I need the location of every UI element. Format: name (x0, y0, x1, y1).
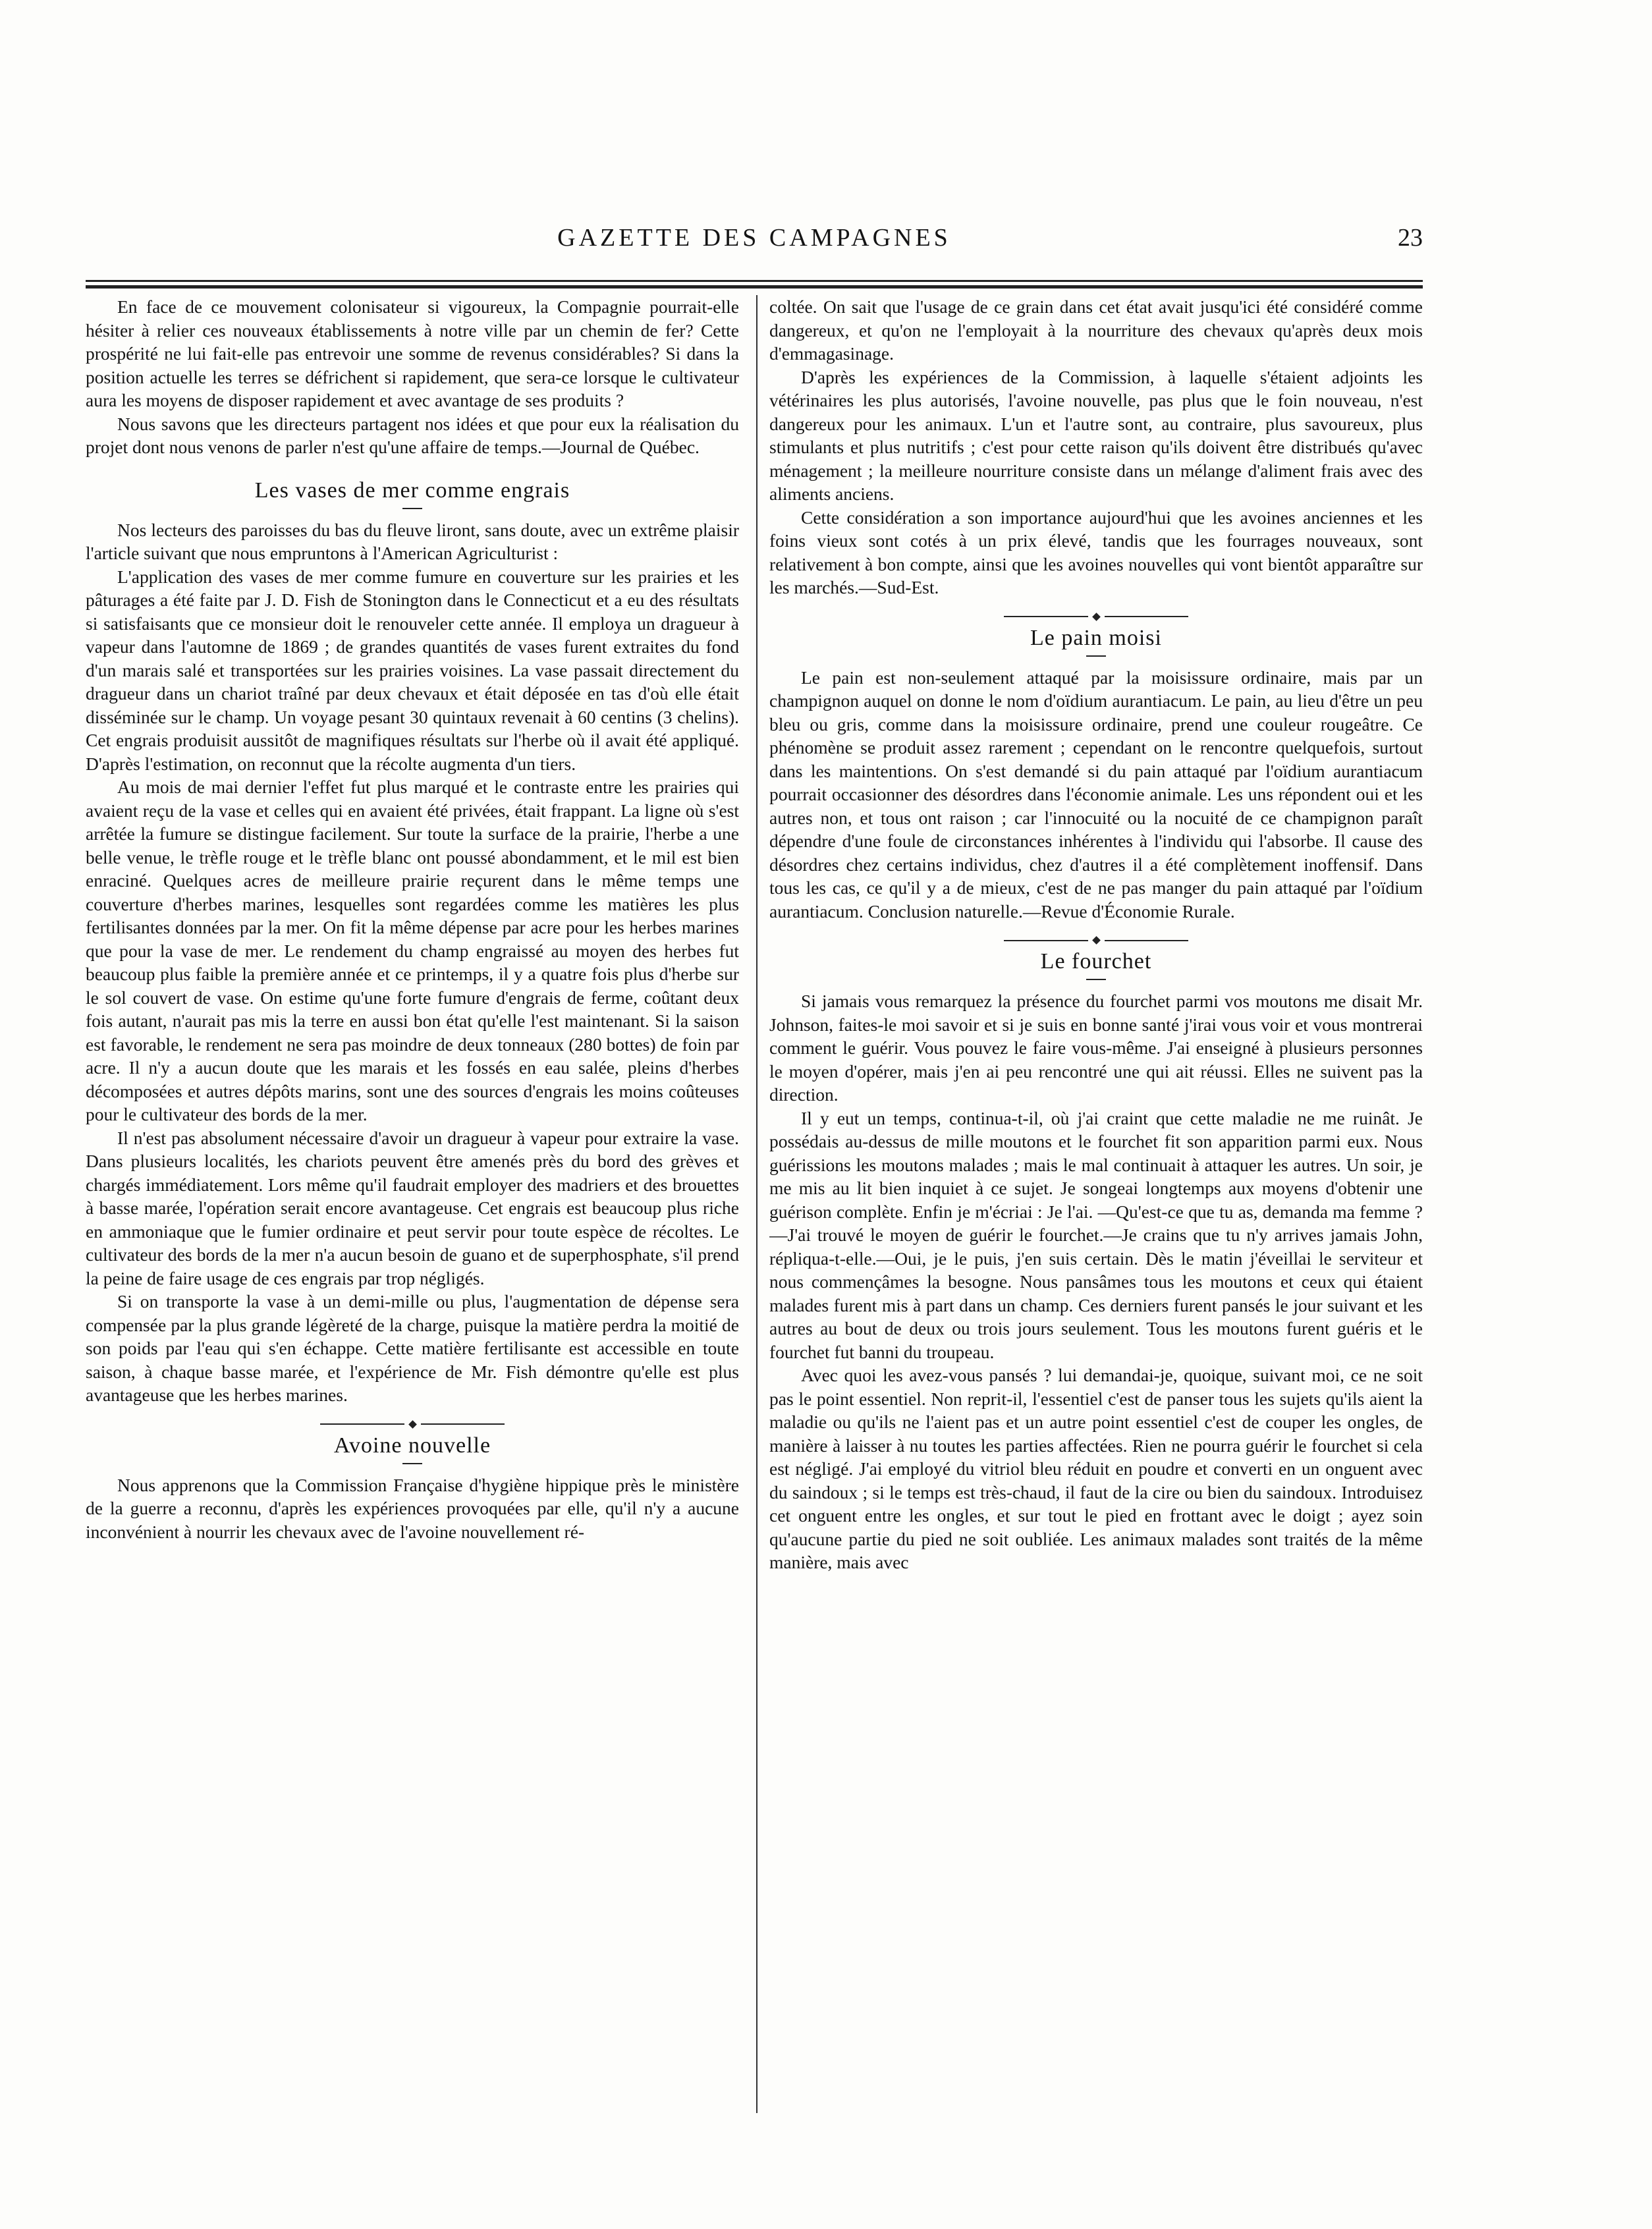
page-header (86, 221, 1423, 260)
paragraph: Il n'est pas absolument nécessaire d'avoir un dragueur à vapeur pour extraire la vase. Dans plusieurs localités, les chariots peuvent être amenés près du bord des grèves et chargés immédiatement. Lors même qu'il faudrait employer des madriers et des brouettes à basse marée, l'opération serait encore avantageuse. Cet engrais est beaucoup plus riche en ammoniaque que le fumier ordinaire et peut servir pour toute espèce de récoltes. Le cultivateur des bords de la mer n'a aucun besoin de guano et de superphosphate, s'il prend la peine de faire usage de ces engrais par trop négligés. (86, 1127, 739, 1288)
paragraph: L'application des vases de mer comme fumure en couverture sur les prairies et les pâturages a été faite par J. D. Fish de Stonington dans le Connecticut et a eu des résultats si satisfaisants que ce monsieur doit le renouveler cette année. Il employa un dragueur à vapeur dans l'automne de 1869 ; de grandes quantités de vases furent extraites du fond d'un marais salé et transportées sur les prairies voisines. La vase passait directement du dragueur dans un chariot traîné par deux chevaux et était déposée en tas d'où elle était disséminée sur le champ. Un voyage pesant 30 quintaux revenait à 60 centins (3 chelins). Cet engrais produisit aussitôt de magnifiques résultats sur l'herbe où il avait été appliqué. D'après l'estimation, on reconnut que la récolte augmenta d'un tiers. (86, 566, 739, 774)
article-title: Le fourchet (1040, 949, 1152, 974)
article-title: Le pain moisi (1030, 625, 1162, 650)
paragraph: coltée. On sait que l'usage de ce grain dans cet état avait jusqu'ici été considéré comme dangereux, et qu'on ne l'employait à la nourriture des chevaux qu'après deux mois d'emmagasinage. (769, 296, 1423, 364)
paragraph: Avec quoi les avez-vous pansés ? lui demandai-je, quoique, suivant moi, ce ne soit pas le point essentiel. Non reprit-il, l'essentiel c'est de panser tous les sujets qu'ils aient la maladie ou qu'ils ne l'aient pas et un autre point essentiel c'est de couper les ongles, de manière à laisser à nu toutes les parties affectées. Rien ne pourra guérir le fourchet si cela est négligé. J'ai employé du vitriol bleu réduit en poudre et converti en un onguent avec du saindoux ; si le temps est très-chaud, il faut de la cire ou bien du saindoux. Introduisez cet onguent entre les ongles, et sur tout le pied en frottant avec le doigt ; ayez soin qu'aucune partie du pied ne soit oubliée. Les animaux malades sont traités de la même manière, mais avec (769, 1365, 1423, 1572)
paragraph: Si on transporte la vase à un demi-mille ou plus, l'augmentation de dépense sera compensée par la plus grande légèreté de la charge, puisque la matière perdra la moitié de son poids par l'eau qui s'en échappe. Cette matière fertilisante est accessible en toute saison, à chaque basse marée, et l'expérience de Mr. Fish démontre qu'elle est plus avantageuse que les herbes marines. (86, 1291, 739, 1405)
left-column (86, 295, 739, 2113)
title-dash (402, 1463, 422, 1464)
title-dash (1086, 979, 1106, 980)
section-ornament (320, 1421, 505, 1427)
header-rule-thin (86, 280, 1423, 282)
paragraph: Nous apprenons que la Commission Française d'hygiène hippique près le ministère de la guerre a reconnu, d'après les expériences provoquées par elle, qu'il n'y a aucune inconvénient à nourrir les chevaux avec de l'avoine nouvellement ré- (86, 1474, 739, 1542)
paragraph: Nous savons que les directeurs partagent nos idées et que pour eux la réalisation du projet dont nous venons de parler n'est qu'une affaire de temps.—Journal de Québec. (86, 413, 739, 457)
header-rule-thick (86, 285, 1423, 289)
title-dash (402, 508, 422, 509)
paragraph: Nos lecteurs des paroisses du bas du fleuve liront, sans doute, avec un extrême plaisir l'article suivant que nous empruntons à l'American Agriculturist : (86, 519, 739, 563)
article-title: Les vases de mer comme engrais (254, 478, 570, 503)
paragraph: Cette considération a son importance aujourd'hui que les avoines anciennes et les foins vieux sont cotés à un prix élevé, tandis que les fourrages nouveaux, sont relativement à bon compte, ainsi que les avoines nouvelles qui vont bientôt apparaître sur les marchés.—Sud-Est. (769, 507, 1423, 597)
article-title: Avoine nouvelle (333, 1433, 491, 1458)
section-ornament (1004, 937, 1188, 943)
paragraph: Il y eut un temps, continua-t-il, où j'ai craint que cette maladie ne me ruinât. Je possédais au-dessus de mille moutons et le fourchet fit son apparition parmi eux. Nous guérissions les moutons malades ; mais le mal continuait à attaquer les autres. Un soir, je me mis au lit bien inquiet à ce sujet. Je songeai longtemps aux moyens d'obtenir une guérison complète. Enfin je m'écriai : Je l'ai. —Qu'est-ce que tu as, demanda ma femme ?—J'ai trouvé le moyen de guérir le fourchet.—Je crains que tu n'y arrives jamais John, répliqua-t-elle.—Oui, je le puis, j'en suis certain. Dès le matin j'éveillai le serviteur et nous commençâmes la besogne. Nous pansâmes tous les moutons et ceux qui étaient malades furent mis à part dans un champ. Ces derniers furent pansés le jour suivant et les autres au bout de deux ou trois jours seulement. Tous les moutons furent guéris et le fourchet fut banni du troupeau. (769, 1107, 1423, 1362)
page-number: 23 (1398, 224, 1423, 252)
paragraph: Si jamais vous remarquez la présence du fourchet parmi vos moutons me disait Mr. Johnson, faites-le moi savoir et si je suis en bonne santé j'irai vous voir et vous montrerai comment le guérir. Vous pouvez le faire vous-même. J'ai enseigné à plusieurs personnes le moyen d'opérer, mais j'en ai peu rencontré une qui ait réussi. Elles ne suivent pas la direction. (769, 991, 1423, 1105)
paragraph: Le pain est non-seulement attaqué par la moisissure ordinaire, mais par un champignon auquel on donne le nom d'oïdium aurantiacum. Le pain, au lieu d'être un peu bleu ou gris, comme dans la moisissure ordinaire, prend une couleur rougeâtre. Ce phénomène se produit assez rarement ; cependant on le rencontre quelquefois, surtout dans les maintentions. On s'est demandé si du pain attaqué par l'oïdium aurantiacum pourrait occasionner des désordres dans l'économie animale. Les uns répondent oui et les autres non, et tous ont raison ; car l'innocuité ou la nocuité de ce champignon paraît dépendre d'une foule de circonstances inhérentes à l'individu qui l'absorbe. Il cause des désordres chez certains individus, chez d'autres il a été complètement inoffensif. Dans tous les cas, ce qu'il y a de mieux, c'est de ne pas manger du pain attaqué par l'oïdium aurantiacum. Conclusion naturelle.—Revue d'Économie Rurale. (769, 667, 1423, 922)
title-dash (1086, 655, 1106, 657)
section-ornament (1004, 614, 1188, 620)
right-column (769, 295, 1423, 2113)
column-divider (756, 295, 757, 2113)
paragraph: Au mois de mai dernier l'effet fut plus marqué et le contraste entre les prairies qui avaient reçu de la vase et celles qui en avaient été privées, était frappant. La ligne où s'est arrêtée la fumure se distingue facilement. Sur toute la surface de la prairie, l'herbe a une belle venue, le trèfle rouge et le trèfle blanc ont poussé abondamment, et le mil est bien enraciné. Quelques acres de meilleure prairie reçurent dans le même temps une couverture d'herbes marines, lesquelles sont regardées comme les matières les plus fertilisantes données par la mer. On fit la même dépense par acre pour les herbes marines que pour la vase de mer. Le rendement du champ engraissé au moyen des herbes fut beaucoup plus faible la première année et ce printemps, il y a quatre fois plus d'herbe sur le sol couvert de vase. On estime qu'une forte fumure d'engrais de ferme, coûtant deux fois autant, n'aurait pas mis la terre en aussi bon état qu'elle l'est maintenant. Si la saison est favorable, le rendement ne sera pas moindre de deux tonneaux (280 bottes) de foin par acre. Il n'y a aucun doute que les marais et les fossés en eau salée, pleins d'herbes décomposées et autres dépôts marins, sont une des sources d'engrais les moins coûteuses pour le cultivateur des bords de la mer. (86, 777, 739, 1124)
running-title: GAZETTE DES CAMPAGNES (557, 224, 951, 252)
paragraph: D'après les expériences de la Commission, à laquelle s'étaient adjoints les vétérinaires les plus autorisés, l'avoine nouvelle, pas plus que le foin nouveau, n'est dangereux pour les animaux. L'un et l'autre sont, au contraire, plus savoureux, plus stimulants et plus nutritifs ; c'est pour cette raison qu'ils doivent être distribués qu'avec ménagement ; la meilleure nourriture consiste dans un mélange d'aliment frais avec des aliments anciens. (769, 366, 1423, 504)
paragraph: En face de ce mouvement colonisateur si vigoureux, la Compagnie pourrait-elle hésiter à relier ces nouveaux établissements à notre ville par un chemin de fer? Cette prospérité ne lui fait-elle pas entrevoir une somme de revenus considérables? Si dans la position actuelle les terres se défrichent si rapidement, que sera-ce lorsque le cultivateur aura les moyens de disposer rapidement et avec avantage de ses produits ? (86, 296, 739, 410)
